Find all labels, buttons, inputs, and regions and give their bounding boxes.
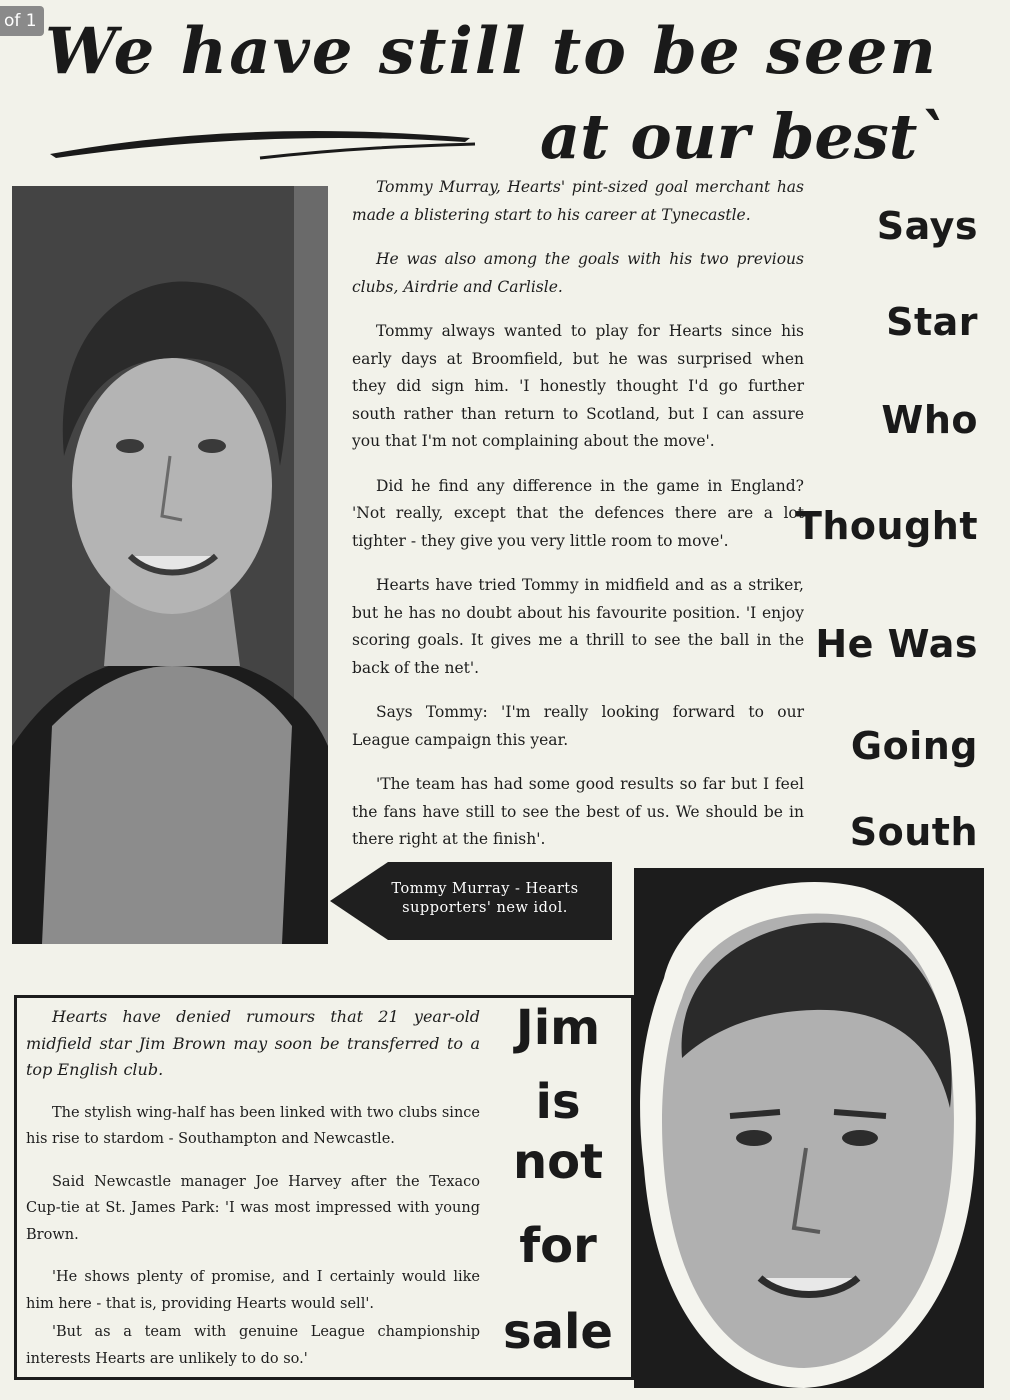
box-headline-word: Jim xyxy=(515,1000,601,1056)
box-paragraph: Hearts have denied rumours that 21 year-old midfield star Jim Brown may soon be transferred to a top English club. xyxy=(26,1007,480,1079)
box-headline-word: sale xyxy=(503,1304,613,1360)
headline-underline-swoosh xyxy=(50,118,480,168)
caption-line-2: supporters' new idol. xyxy=(402,900,568,916)
article-paragraph: Tommy Murray, Hearts' pint-sized goal merchant has made a blistering start to his career at Tynecastle. xyxy=(352,178,804,224)
side-headline-word: He Was xyxy=(815,622,978,666)
side-headline-word: South xyxy=(849,810,978,854)
photo-caption xyxy=(372,880,598,918)
side-headline-word: Thought xyxy=(795,504,978,548)
caption-line-1: Tommy Murray - Hearts xyxy=(391,881,579,897)
tommy-murray-photo xyxy=(12,186,328,944)
side-headline-word: Going xyxy=(850,724,978,768)
article-paragraph: Tommy always wanted to play for Hearts since his early days at Broomfield, but he was surprised when they did sign him. 'I honestly thought I'd go further south rather than return to Scotland, but I can assure you that I'm not complaining about the move'. xyxy=(352,322,804,450)
box-headline-word: is xyxy=(535,1074,581,1130)
box-paragraph: 'But as a team with genuine League championship interests Hearts are unlikely to do so.' xyxy=(26,1324,480,1367)
box-headline-word: for xyxy=(519,1218,597,1274)
article-paragraph: 'The team has had some good results so far but I feel the fans have still to see the best of us. We should be in there right at the finish'. xyxy=(352,775,804,848)
article-paragraph: He was also among the goals with his two previous clubs, Airdrie and Carlisle. xyxy=(352,250,804,296)
headline-line-1: We have still to be seen xyxy=(45,14,938,89)
article-body xyxy=(352,174,804,871)
jim-brown-story-text xyxy=(26,1004,480,1388)
side-headline-word: Who xyxy=(881,398,978,442)
page-indicator: of 1 xyxy=(0,6,44,36)
side-headline-word: Star xyxy=(886,300,978,344)
side-headline-word: Says xyxy=(876,204,978,248)
box-paragraph: The stylish wing-half has been linked with two clubs since his rise to stardom - Southampton and Newcastle. xyxy=(26,1104,480,1147)
jim-brown-photo xyxy=(634,868,984,1388)
headline-line-2: at our best` xyxy=(540,100,949,173)
box-paragraph: Said Newcastle manager Joe Harvey after the Texaco Cup-tie at St. James Park: 'I was most impressed with young Brown. xyxy=(26,1173,480,1243)
box-headline-word: not xyxy=(512,1134,604,1190)
box-paragraph: 'He shows plenty of promise, and I certainly would like him here - that is, providing Hearts would sell'. xyxy=(26,1269,480,1312)
article-paragraph: Did he find any difference in the game in England? 'Not really, except that the defences there are a lot tighter - they give you very little room to move'. xyxy=(352,476,804,550)
article-paragraph: Hearts have tried Tommy in midfield and as a striker, but he has no doubt about his favourite position. 'I enjoy scoring goals. It gives me a thrill to see the ball in the back of the net'. xyxy=(352,576,804,677)
article-paragraph: Says Tommy: 'I'm really looking forward to our League campaign this year. xyxy=(352,703,804,749)
